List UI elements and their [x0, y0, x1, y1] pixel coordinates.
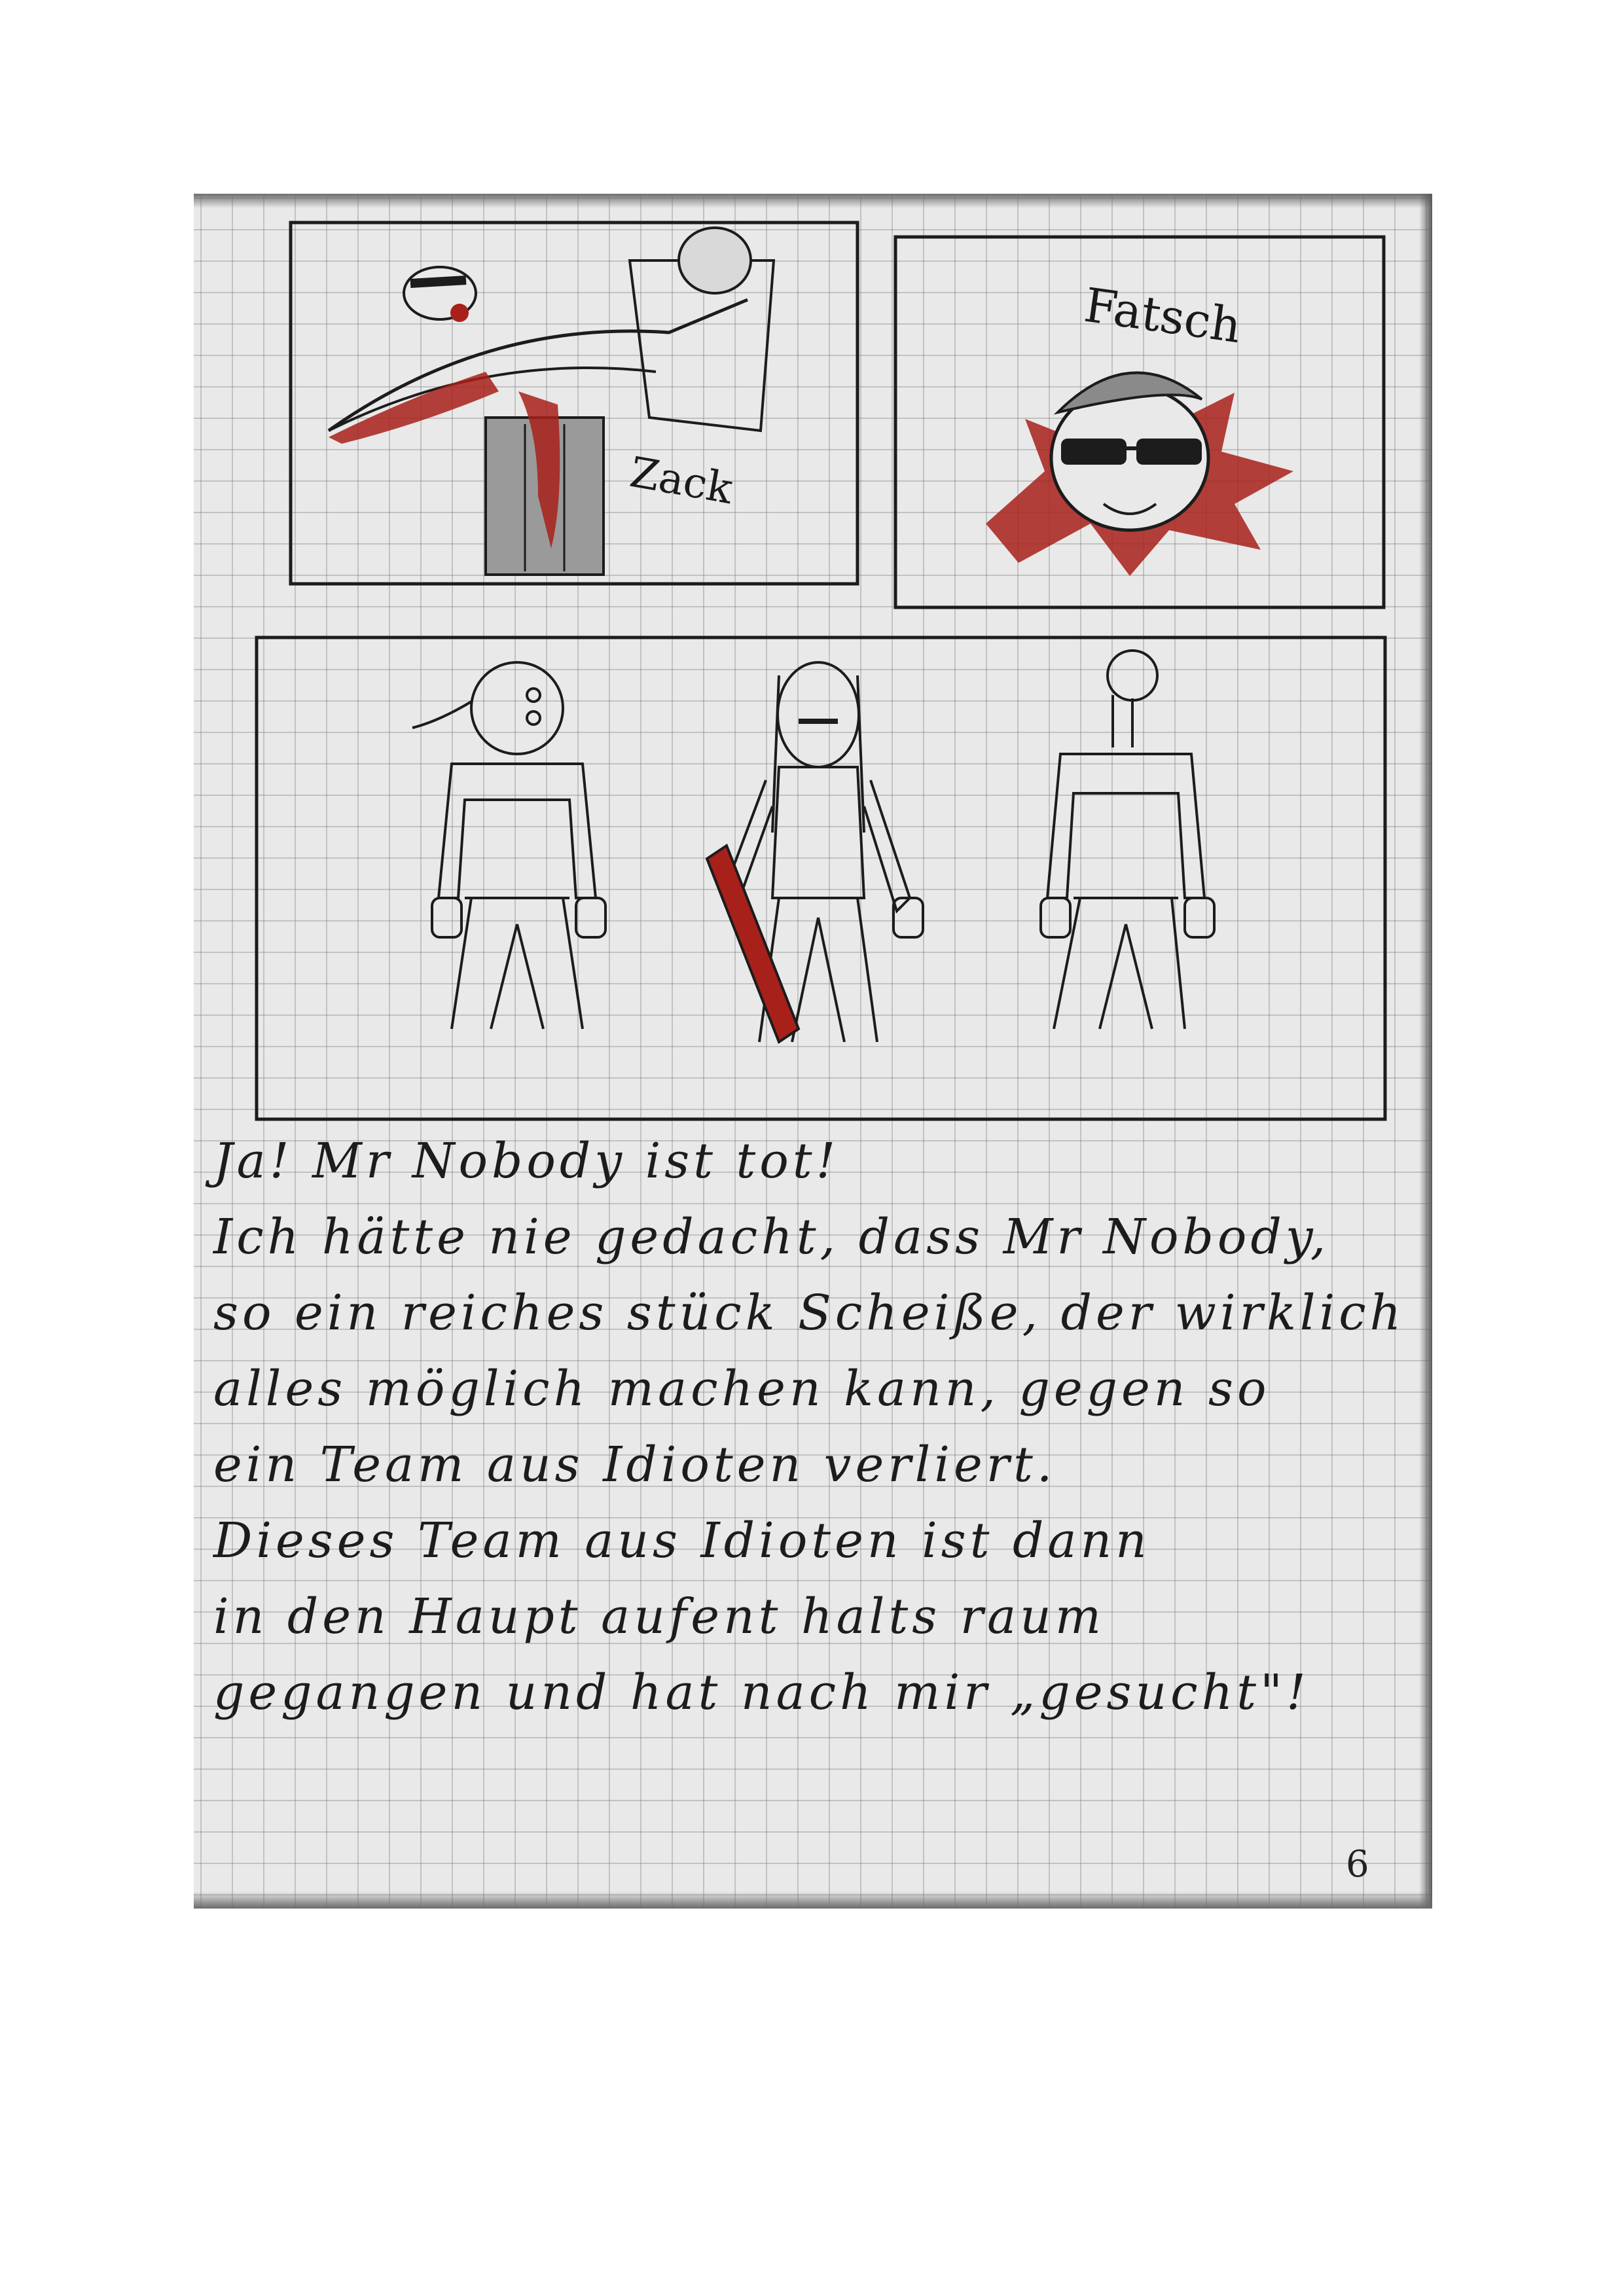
panel-border-drawing [289, 221, 859, 585]
figure-tall-neck-drawing [1041, 651, 1214, 1029]
panel-border-drawing [255, 636, 1386, 1121]
sound-effect-fatsch: Fatsch [1081, 277, 1245, 354]
page-number: 6 [1346, 1843, 1369, 1886]
narration-line: gegangen und hat nach mir „gesucht"! [213, 1664, 1310, 1721]
narration-line: Dieses Team aus Idioten ist dann [213, 1513, 1151, 1569]
narration-line: in den Haupt aufent halts raum [213, 1588, 1106, 1645]
narration-line: ein Team aus Idioten verliert. [213, 1437, 1056, 1493]
comic-panel-bottom [255, 636, 1386, 1121]
bloody-blade-drawing [707, 846, 799, 1042]
sound-effect-zack: Zack [626, 448, 736, 514]
comic-panel-top-right [894, 236, 1385, 609]
photo-edge-shadow [194, 194, 1432, 208]
narration-text [213, 1123, 1405, 1731]
photo-edge-shadow [194, 1892, 1432, 1909]
blood-splatter-drawing [329, 372, 499, 444]
narration-line: so ein reiches stück Scheiße, der wirklich [213, 1285, 1405, 1341]
attacker-head-drawing [679, 228, 751, 293]
notebook-page-photo [194, 194, 1432, 1909]
photo-edge-shadow [1419, 194, 1432, 1909]
comic-panel-top-left [289, 221, 859, 585]
narration-line: Ja! Mr Nobody ist tot! [213, 1133, 840, 1189]
figure-masked-drawing [412, 662, 605, 1029]
narration-line: alles möglich machen kann, gegen so [213, 1361, 1271, 1417]
narration-line: Ich hätte nie gedacht, dass Mr Nobody, [213, 1209, 1330, 1265]
